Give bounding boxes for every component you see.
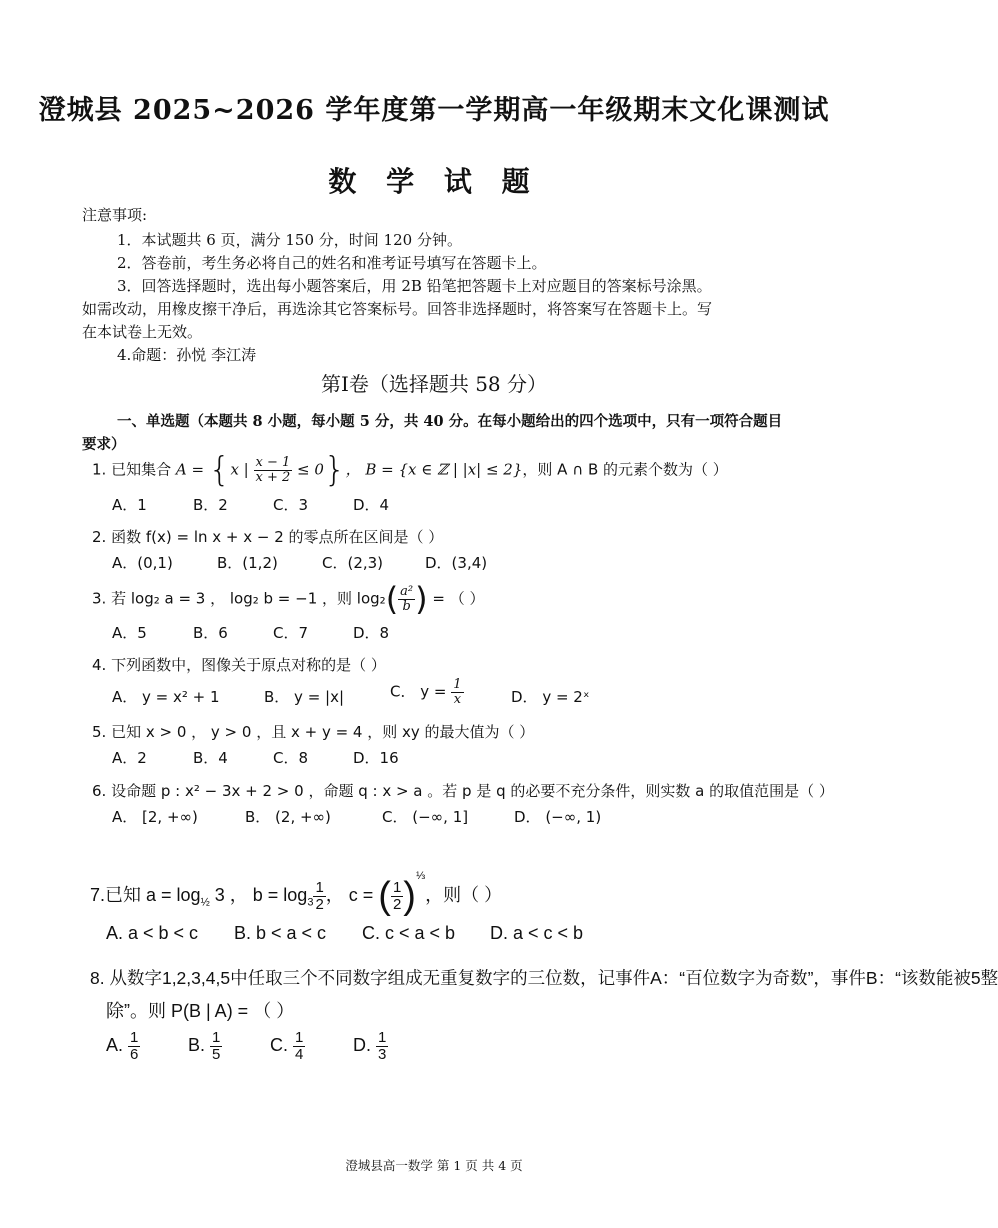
q3-option-d[interactable]: D．8 (353, 624, 390, 642)
q7-option-d[interactable]: D. a < c < b (490, 923, 584, 943)
notice-heading: 注意事项: (82, 206, 148, 224)
q5-option-d[interactable]: D．16 (353, 749, 399, 767)
notice-item-3-cont: 如需改动，用橡皮擦干净后，再选涂其它答案标号。回答非选择题时，将答案写在答题卡上。写 (82, 300, 713, 318)
q8-option-a[interactable]: A. $\frac{1}{6}$ (106, 1029, 139, 1063)
q5-option-c[interactable]: C．8 (273, 749, 309, 767)
question-8: 8. 从数字1,2,3,4,5中任取三个不同数字组成无重复数字的三位数，记事件A：“百位数字为奇数”，事件B：“该数能被5整 (90, 968, 998, 988)
q6-option-c[interactable]: C． (−∞, 1] (382, 808, 469, 826)
q8-option-b[interactable]: B. $\frac{1}{5}$ (188, 1029, 221, 1063)
question-1: 1. 已知集合 A = {x | $\frac{x - 1}{x + 2}$ ≤ 0}， B = {x ∈ ℤ | |x| ≤ 2}，则 A ∩ B 的元素个数为（ ） (92, 450, 728, 490)
part1-instruction: 一、单选题（本题共 8 小题，每小题 5 分，共 40 分。在每小题给出的四个选项中，只有一项符合题目 (117, 413, 783, 430)
question-3: 3. 若 log₂ a = 3 ， log₂ b = −1 ，则 log₂( $\frac{\text{a²}}{b}$ ) = （ ） (92, 580, 485, 618)
notice-item-3: 3．回答选择题时，选出每小题答案后，用 2B 铅笔把答题卡上对应题目的答案标号涂黑。 (117, 277, 712, 295)
q5-option-a[interactable]: A．2 (112, 749, 147, 767)
notice-item-4: 4.命题：孙悦 李江涛 (117, 346, 257, 364)
q2-option-a[interactable]: A．(0,1) (112, 554, 173, 572)
question-2: 2. 函数 f(x) = ln x + x − 2 的零点所在区间是（ ） (92, 528, 444, 546)
exam-title: 澄城县 2025~2026 学年度第一学期高一年级期末文化课测试 (38, 95, 830, 126)
q8-option-d[interactable]: D. $\frac{1}{3}$ (353, 1029, 387, 1063)
q6-option-d[interactable]: D． (−∞, 1) (514, 808, 602, 826)
part1-instruction-end: 要求） (82, 436, 126, 453)
q1-option-c[interactable]: C．3 (273, 496, 309, 514)
question-7: 7.已知 $a = \log_{\frac{1}{2}} 3$ ， $b = \log_3$ $\frac{1}{2}$ ， c = ( $\frac{1}{2}$ )$^{\frac{1}{3}}$，则（ ） (90, 870, 503, 917)
q3-option-a[interactable]: A．5 (112, 624, 147, 642)
question-8-cont: 除”。则 P(B | A) = （ ） (106, 1001, 295, 1021)
exam-subtitle: 数 学 试 题 (328, 165, 540, 198)
q7-option-a[interactable]: A. a < b < c (106, 923, 199, 943)
q8-option-c[interactable]: C. $\frac{1}{4}$ (270, 1029, 304, 1063)
q1-option-b[interactable]: B．2 (193, 496, 228, 514)
question-5: 5. 已知 x > 0 ， y > 0 ，且 x + y = 4 ，则 xy 的最大值为（ ） (92, 723, 535, 741)
q6-option-a[interactable]: A． [2, +∞) (112, 808, 198, 826)
q7-option-c[interactable]: C. c < a < b (362, 923, 456, 943)
q1-option-d[interactable]: D．4 (353, 496, 390, 514)
q4-option-c[interactable]: C． y = $\frac{1}{x}$ (390, 677, 462, 707)
question-6: 6. 设命题 p : x² − 3x + 2 > 0 ，命题 q : x > a 。若 p 是 q 的必要不充分条件，则实数 a 的取值范围是（ ） (92, 782, 834, 800)
q7-option-b[interactable]: B. b < a < c (234, 923, 327, 943)
q2-option-c[interactable]: C．(2,3) (322, 554, 384, 572)
q3-option-b[interactable]: B．6 (193, 624, 228, 642)
notice-item-3-end: 在本试卷上无效。 (82, 323, 203, 341)
q6-option-b[interactable]: B． (2, +∞) (245, 808, 331, 826)
section-title: 第Ⅰ卷（选择题共 58 分） (320, 372, 548, 396)
q2-option-b[interactable]: B．(1,2) (217, 554, 278, 572)
page-footer: 澄城县高一数学 第 1 页 共 4 页 (345, 1158, 523, 1173)
q5-option-b[interactable]: B．4 (193, 749, 228, 767)
q3-option-c[interactable]: C．7 (273, 624, 309, 642)
q4-option-a[interactable]: A． y = x² + 1 (112, 688, 220, 706)
q1-option-a[interactable]: A．1 (112, 496, 147, 514)
q2-option-d[interactable]: D．(3,4) (425, 554, 488, 572)
q4-option-d[interactable]: D． y = 2ˣ (511, 688, 590, 706)
q4-option-b[interactable]: B． y = |x| (264, 688, 345, 706)
notice-item-2: 2．答卷前，考生务必将自己的姓名和准考证号填写在答题卡上。 (117, 254, 547, 272)
question-4: 4. 下列函数中，图像关于原点对称的是（ ） (92, 656, 386, 674)
notice-item-1: 1．本试题共 6 页，满分 150 分，时间 120 分钟。 (117, 231, 462, 249)
